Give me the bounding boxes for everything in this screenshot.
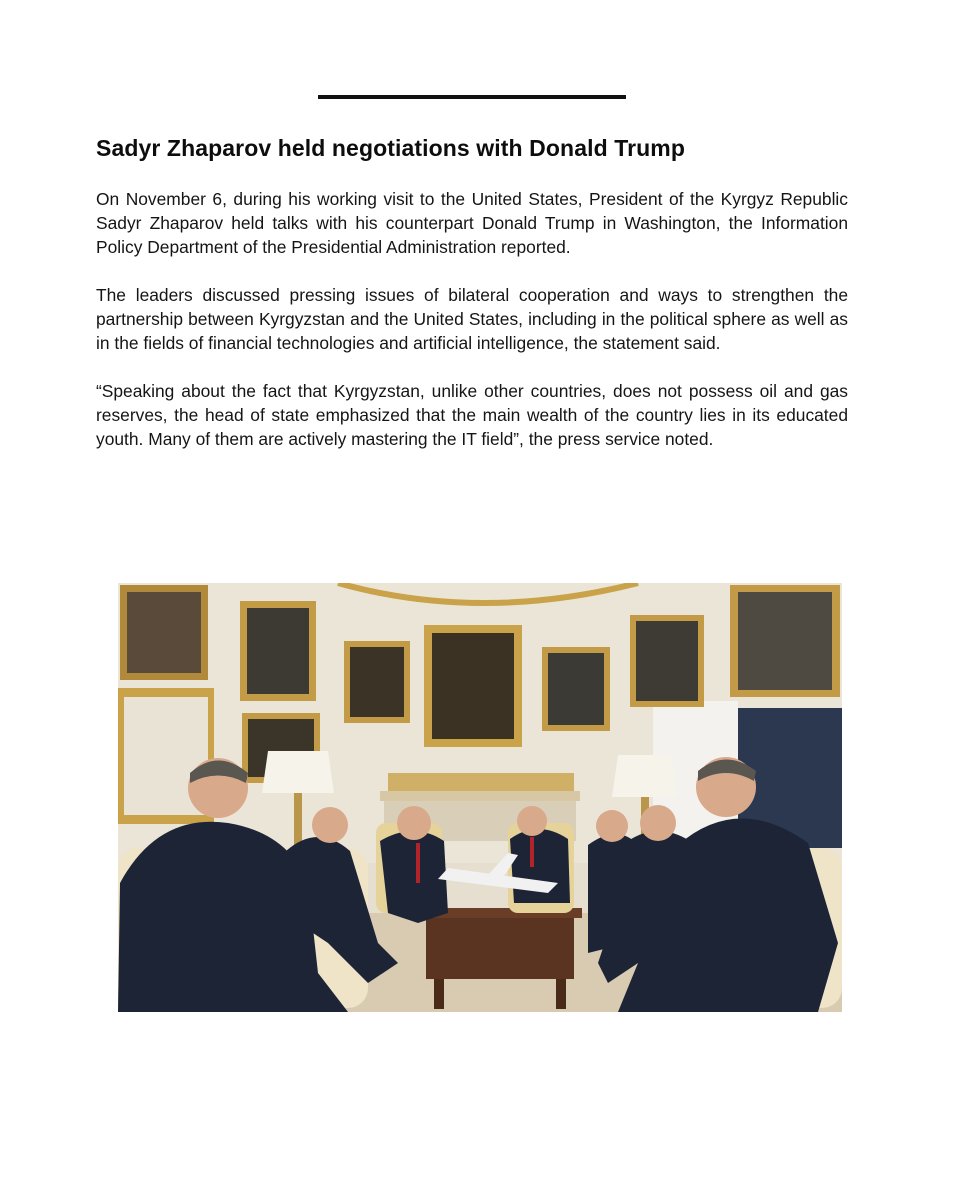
meeting-photo <box>118 583 842 1012</box>
article-body <box>96 187 848 475</box>
article-title: Sadyr Zhaparov held negotiations with Donald Trump <box>96 135 685 161</box>
paragraph-2: The leaders discussed pressing issues of bilateral cooperation and ways to strengthen the partnership between Kyrgyzstan and the United States, including in the political sphere as well as in the fields of financial technologies and artificial intelligence, the statement said. <box>96 285 848 353</box>
paragraph-1: On November 6, during his working visit to the United States, President of the Kyrgyz Republic Sadyr Zhaparov held talks with his counterpart Donald Trump in Washington, the Information Policy Department of the Presidential Administration reported. <box>96 189 848 257</box>
header-rule <box>318 95 626 99</box>
paragraph-3: “Speaking about the fact that Kyrgyzstan, unlike other countries, does not possess oil and gas reserves, the head of state emphasized that the main wealth of the country lies in its educated youth. Many of them are actively mastering the IT field”, the press service noted. <box>96 381 848 449</box>
